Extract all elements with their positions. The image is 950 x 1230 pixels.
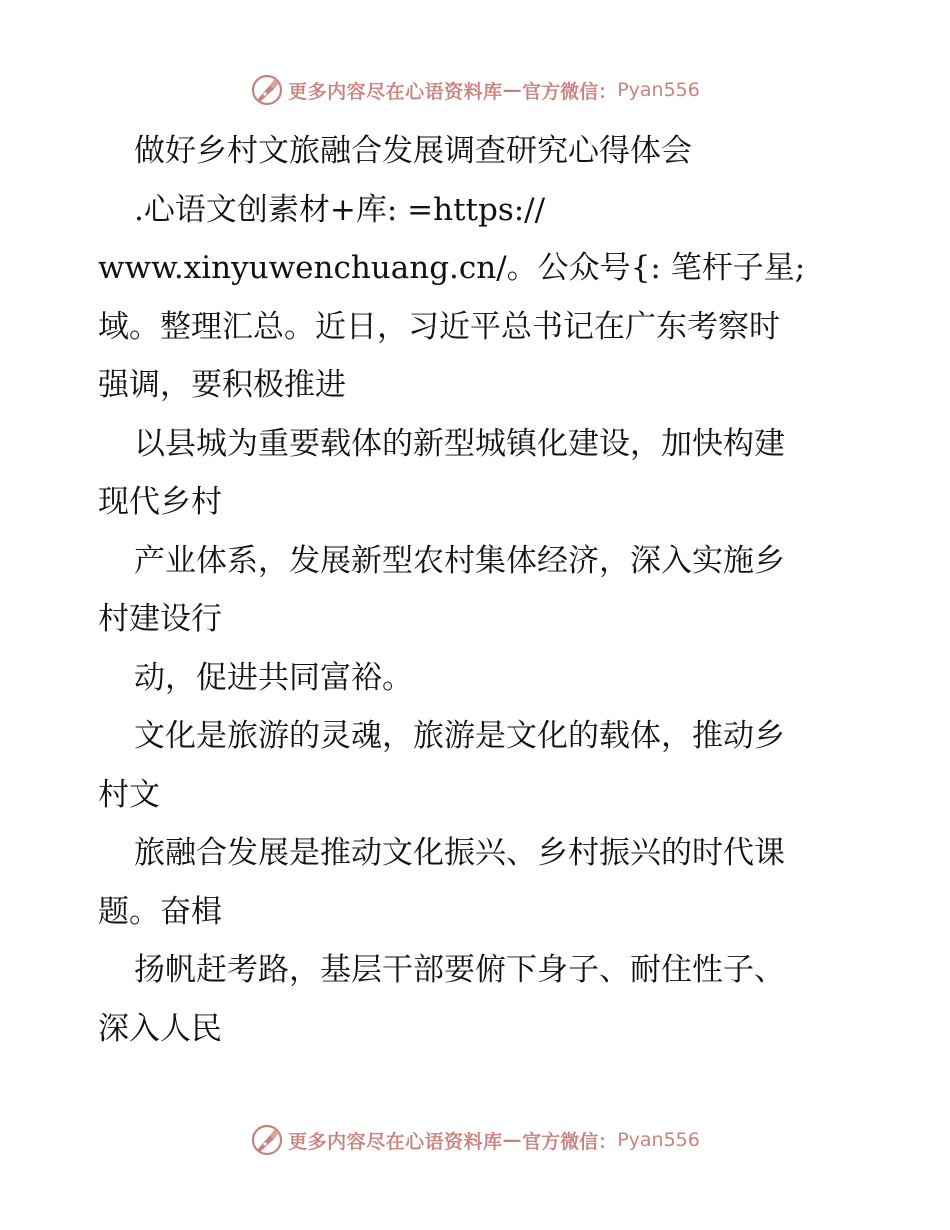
pen-nib-logo-icon bbox=[250, 1123, 284, 1157]
watermark-wechat-label: 官方微信： bbox=[522, 80, 618, 103]
document-line: 村文 bbox=[98, 776, 160, 813]
document-body bbox=[98, 122, 868, 1058]
watermark-site-text: 更多内容尽在心语资料库 bbox=[288, 80, 503, 103]
watermark-wechat-id: Pyan556 bbox=[617, 79, 700, 101]
document-line: 动，促进共同富裕。 bbox=[134, 659, 413, 696]
watermark-separator: — bbox=[502, 79, 523, 101]
document-line: 题。奋楫 bbox=[98, 893, 222, 930]
document-line: 扬帆赶考路，基层干部要俯下身子、耐住性子、 bbox=[134, 952, 785, 988]
watermark-separator: — bbox=[502, 1129, 523, 1151]
footer-watermark bbox=[0, 1120, 950, 1160]
document-line: 域。整理汇总。近日，习近平总书记在广东考察时 bbox=[98, 308, 780, 345]
document-line: 现代乡村 bbox=[98, 484, 222, 520]
document-line: 文化是旅游的灵魂，旅游是文化的载体，推动乡 bbox=[134, 718, 785, 754]
document-line: .心语文创素材+库: =https:// bbox=[134, 191, 546, 228]
document-line: 深入人民 bbox=[98, 1010, 222, 1047]
document-line: 做好乡村文旅融合发展调查研究心得体会 bbox=[134, 133, 692, 169]
document-line: 村建设行 bbox=[98, 601, 222, 637]
header-watermark bbox=[0, 70, 950, 110]
document-line: 旅融合发展是推动文化振兴、乡村振兴的时代课 bbox=[134, 835, 785, 871]
document-line: 产业体系，发展新型农村集体经济，深入实施乡 bbox=[134, 542, 785, 579]
document-line: 强调，要积极推进 bbox=[98, 367, 346, 403]
pen-nib-logo-icon bbox=[250, 73, 284, 107]
document-line: 以县城为重要载体的新型城镇化建设，加快构建 bbox=[134, 425, 785, 462]
watermark-wechat-label: 官方微信： bbox=[522, 1130, 618, 1153]
watermark-wechat-id: Pyan556 bbox=[617, 1129, 700, 1151]
document-line: www.xinyuwenchuang.cn/。公众号{: 笔杆子星; bbox=[98, 250, 806, 286]
watermark-site-text: 更多内容尽在心语资料库 bbox=[288, 1130, 503, 1153]
